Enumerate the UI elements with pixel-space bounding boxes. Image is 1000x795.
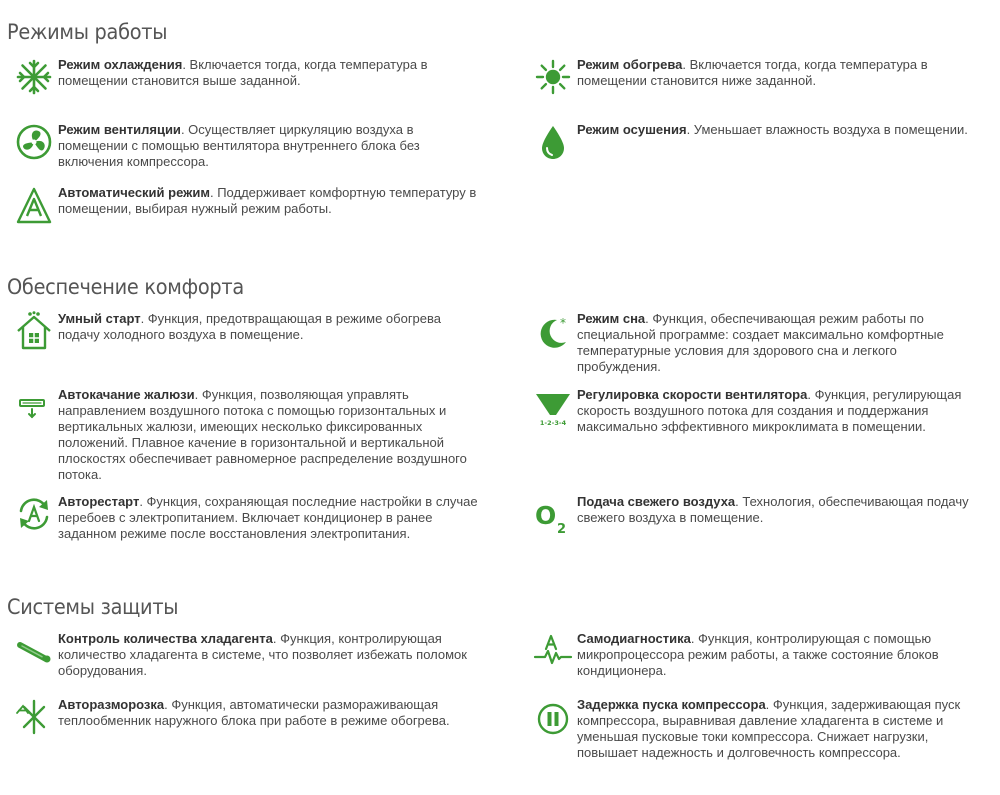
feature-title: Задержка пуска компрессора xyxy=(577,697,766,712)
feature-title: Автокачание жалюзи xyxy=(58,387,195,402)
feature-description: . Функция, задерживающая пуск компрессора, выравнивая давление хладагента в системе и уменьшая пусковые токи компрессора. Снижает нагрузки, повышает надежность и долговечность компрессора. xyxy=(577,697,961,760)
moon-icon xyxy=(533,311,573,351)
svg-text:O: O xyxy=(535,501,557,530)
section-title-comfort: Обеспечение комфорта xyxy=(7,275,244,299)
o2-icon xyxy=(533,494,573,534)
feature-title: Режим сна xyxy=(577,311,646,326)
feature-title: Умный старт xyxy=(58,311,141,326)
feature-description: . Функция, предотвращающая в режиме обогрева подачу холодного воздуха в помещение. xyxy=(58,311,442,342)
feature-description: . Поддерживает комфортную температуру в помещении, выбирая нужный режим работы. xyxy=(58,185,477,216)
self-diagnostic-icon xyxy=(533,631,573,671)
fan-icon xyxy=(14,122,54,162)
feature-description: . Уменьшает влажность воздуха в помещении. xyxy=(686,122,968,137)
feature-title: Контроль количества хладагента xyxy=(58,631,273,646)
fan-speed-icon xyxy=(533,387,573,427)
feature-description: . Включается тогда, когда температура в помещении становится выше заданной. xyxy=(58,57,428,88)
section-title-operating-modes: Режимы работы xyxy=(7,20,168,44)
auto-mode-icon xyxy=(14,185,54,225)
feature-title: Режим вентиляции xyxy=(58,122,181,137)
feature-description: . Технология, обеспечивающая подачу свежего воздуха в помещение. xyxy=(577,494,969,525)
feature-title: Режим обогрева xyxy=(577,57,683,72)
feature-title: Регулировка скорости вентилятора xyxy=(577,387,808,402)
feature-description: . Функция, контролирующая с помощью микропроцессора режим работы, а также состояние блоков кондиционера. xyxy=(577,631,939,678)
feature-description: . Функция, обеспечивающая режим работы по специальной программе: создает максимально комфортные температурные условия для здорового сна и легкого пробуждения. xyxy=(577,311,944,374)
feature-title: Подача свежего воздуха xyxy=(577,494,736,509)
water-drop-icon xyxy=(533,122,573,162)
feature-description: . Функция, контролирующая количество хладагента в системе, что позволяет избежать поломок оборудования. xyxy=(58,631,467,678)
autorestart-icon xyxy=(14,494,54,534)
fan-speed-levels-label: 1-2-3-4 xyxy=(539,419,567,427)
feature-title: Автоматический режим xyxy=(58,185,210,200)
feature-description: . Функция, автоматически размораживающая теплообменник наружного блока при работе в режиме обогрева. xyxy=(58,697,450,728)
feature-title: Самодиагностика xyxy=(577,631,691,646)
louver-swing-icon xyxy=(14,387,54,427)
feature-title: Режим осушения xyxy=(577,122,687,137)
feature-description: . Функция, регулирующая скорость воздушного потока для создания и поддержания максимально эффективного микроклимата в помещении. xyxy=(577,387,962,434)
feature-title: Режим охлаждения xyxy=(58,57,183,72)
feature-title: Авторестарт xyxy=(58,494,140,509)
house-icon xyxy=(14,311,54,351)
feature-description: . Включается тогда, когда температура в помещении становится ниже заданной. xyxy=(577,57,928,88)
defrost-icon xyxy=(14,697,54,737)
pause-icon xyxy=(533,697,573,737)
feature-description: . Функция, позволяющая управлять направлением воздушного потока с помощью горизонтальных и вертикальных жалюзи, имеющих несколько фиксированных положений. Плавное качение в горизонтальной и вертикальной плоскостях обеспечивает равномерное распределение воздушного потока. xyxy=(58,387,467,482)
svg-text:2: 2 xyxy=(557,522,567,534)
sun-icon xyxy=(533,57,573,97)
section-title-protection: Системы защиты xyxy=(7,595,179,619)
feature-description: . Функция, сохраняющая последние настройки в случае перебоев с электропитанием. Включает кондиционер в ранее заданном режиме после восстановления электропитания. xyxy=(58,494,478,541)
refrigerant-pipe-icon xyxy=(14,631,54,671)
feature-description: . Осуществляет циркуляцию воздуха в помещении с помощью вентилятора внутреннего блока без включения компрессора. xyxy=(58,122,420,169)
feature-title: Авторазморозка xyxy=(58,697,165,712)
svg-text:*: * xyxy=(560,316,566,330)
snowflake-icon xyxy=(14,57,54,97)
